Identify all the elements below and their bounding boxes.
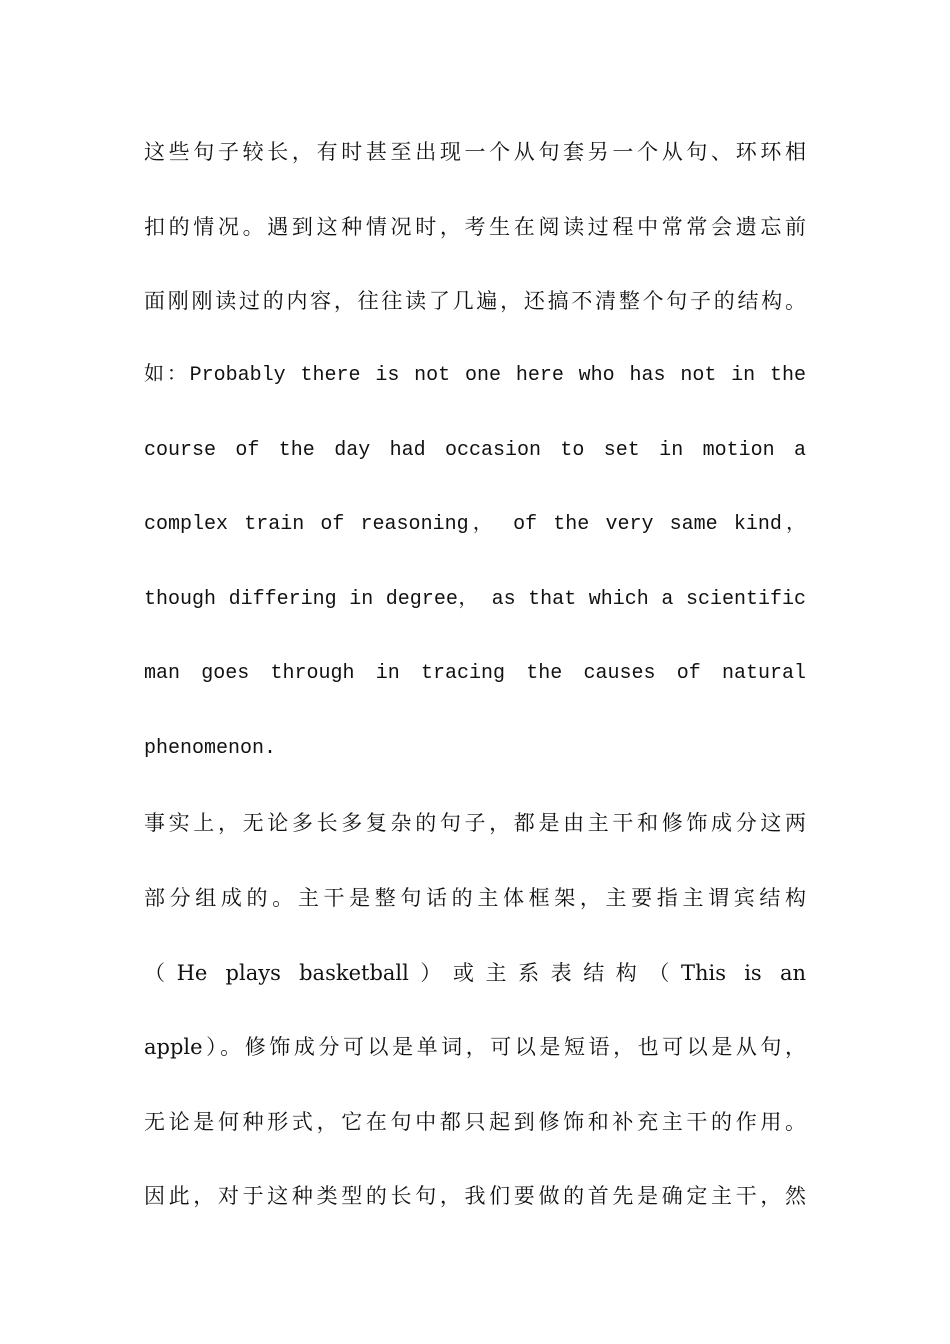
paragraph-1-line-1: 这些句子较长，有时甚至出现一个从句套另一个从句、环环相 bbox=[144, 140, 806, 164]
paragraph-1-line-4: 如：Probably there is not one here who has not in the bbox=[144, 364, 806, 387]
paragraph-2-line-2: 部分组成的。主干是整句话的主体框架，主要指主谓宾结构 bbox=[144, 886, 806, 910]
paragraph-1-line-3: 面刚刚读过的内容，往往读了几遍，还搞不清整个句子的结构。 bbox=[144, 289, 806, 313]
paragraph-1-line-6: complex train of reasoning， of the very same kind， bbox=[144, 513, 806, 536]
paragraph-2-line-5: 无论是何种形式，它在句中都只起到修饰和补充主干的作用。 bbox=[144, 1110, 806, 1134]
paragraph-1-line-5: course of the day had occasion to set in motion a bbox=[144, 439, 806, 462]
paragraph-2-line-1: 事实上，无论多长多复杂的句子，都是由主干和修饰成分这两 bbox=[144, 811, 806, 835]
paragraph-1-line-8: man goes through in tracing the causes of natural bbox=[144, 662, 806, 685]
paragraph-1-line-2: 扣的情况。遇到这种情况时，考生在阅读过程中常常会遗忘前 bbox=[144, 215, 806, 239]
paragraph-1-line-7: though differing in degree， as that which a scientific bbox=[144, 588, 806, 611]
paragraph-2-line-6: 因此，对于这种类型的长句，我们要做的首先是确定主干，然 bbox=[144, 1184, 806, 1208]
paragraph-2-line-4: apple）。修饰成分可以是单词，可以是短语，也可以是从句， bbox=[144, 1035, 806, 1059]
paragraph-1-line-9: phenomenon. bbox=[144, 737, 277, 760]
paragraph-2-line-3: （He plays basketball）或主系表结构（This is an bbox=[144, 961, 806, 985]
